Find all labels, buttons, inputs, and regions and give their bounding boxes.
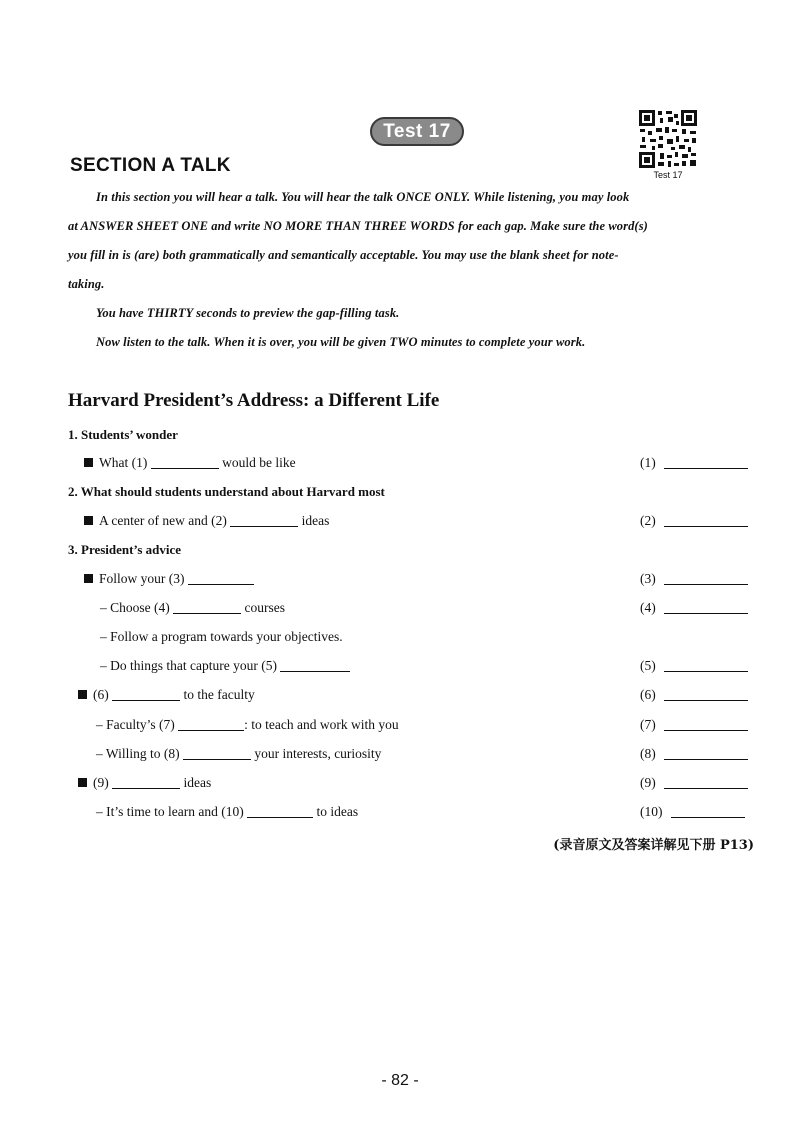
blank-line [178,718,244,731]
item-text: ideas [183,775,212,790]
bullet-square-icon [84,458,93,467]
answer-slot [640,513,748,529]
instruction-line: you fill in is (are) both grammatically and semantically acceptable. You may use the blank sheet for note- [68,248,619,262]
answer-line [664,456,748,469]
gap-item [100,658,350,674]
item-text: – Willing to (8) [96,746,180,761]
gap-item [84,455,296,471]
answer-line [671,805,745,818]
item-text: to the faculty [183,687,255,702]
item-text: Follow your (3) [99,571,185,586]
answer-line [664,659,748,672]
item-text: – Faculty’s (7) [96,717,175,732]
answer-slot [640,717,748,733]
answer-number: (1) [640,455,656,470]
answer-slot [640,775,748,791]
item-text: to ideas [316,804,359,819]
item-text: – Do things that capture your (5) [100,658,277,673]
gap-item [78,775,211,791]
answer-slot [640,455,748,471]
answer-slot [640,687,748,703]
answer-line [664,718,748,731]
subheading: 2. What should students understand about Harvard most [68,484,385,499]
answer-line [664,776,748,789]
bullet-square-icon [78,690,87,699]
answer-number: (3) [640,571,656,586]
answer-slot [640,804,745,820]
answer-line [664,601,748,614]
blank-line [280,659,350,672]
item-text: A center of new and (2) [99,513,227,528]
item-text: What (1) [99,455,148,470]
bullet-square-icon [84,574,93,583]
subheading: 1. Students’ wonder [68,427,178,442]
gap-item [78,687,255,703]
gap-item [96,746,381,762]
answer-slot [640,600,748,616]
item-text: ideas [301,513,330,528]
gap-item [100,600,285,616]
answer-number: (2) [640,513,656,528]
gap-item [84,513,329,529]
item-text: – It’s time to learn and (10) [96,804,244,819]
gap-item [96,717,399,733]
gap-item [84,571,254,587]
item-text: courses [244,600,285,615]
answer-number: (9) [640,775,656,790]
blank-line [151,456,219,469]
item-text: (6) [93,687,109,702]
gap-item [100,629,343,645]
test-badge: Test 17 [370,117,464,146]
instruction-line: In this section you will hear a talk. You will hear the talk ONCE ONLY. While listening, you may look [96,190,630,204]
answer-reference-note: (录音原文及答案详解见下册 P13) [553,838,754,853]
blank-line [247,805,313,818]
item-text: : to teach and work with you [244,717,399,732]
item-text: would be like [222,455,296,470]
answer-line [664,514,748,527]
answer-number: (8) [640,746,656,761]
answer-slot [640,571,748,587]
blank-line [230,514,298,527]
blank-line [188,572,254,585]
blank-line [112,776,180,789]
bullet-square-icon [84,516,93,525]
answer-number: (6) [640,687,656,702]
subheading: 3. President’s advice [68,542,182,557]
answer-line [664,747,748,760]
gap-item [96,804,358,820]
answer-number: (4) [640,600,656,615]
page-number: - 82 - [381,1072,419,1089]
answer-number: (5) [640,658,656,673]
item-text: your interests, curiosity [254,746,382,761]
answer-line [664,688,748,701]
instruction-line: Now listen to the talk. When it is over, you will be given TWO minutes to complete your work. [96,335,586,349]
section-title: SECTION A TALK [70,155,231,176]
instruction-line: at ANSWER SHEET ONE and write NO MORE THAN THREE WORDS for each gap. Make sure the word(s) [68,219,648,233]
item-text: – Choose (4) [100,600,170,615]
answer-number: (10) [640,804,663,819]
talk-title: Harvard President’s Address: a Different Life [68,390,440,411]
blank-line [183,747,251,760]
item-text: – Follow a program towards your objectives. [100,629,343,644]
bullet-square-icon [78,778,87,787]
blank-line [112,688,180,701]
qr-caption: Test 17 [653,170,683,180]
item-text: (9) [93,775,109,790]
answer-slot [640,746,748,762]
answer-number: (7) [640,717,656,732]
answer-slot [640,658,748,674]
instruction-line: You have THIRTY seconds to preview the gap-filling task. [96,306,400,320]
qr-code-icon [638,109,698,169]
blank-line [173,601,241,614]
answer-line [664,572,748,585]
instruction-line: taking. [68,277,105,291]
